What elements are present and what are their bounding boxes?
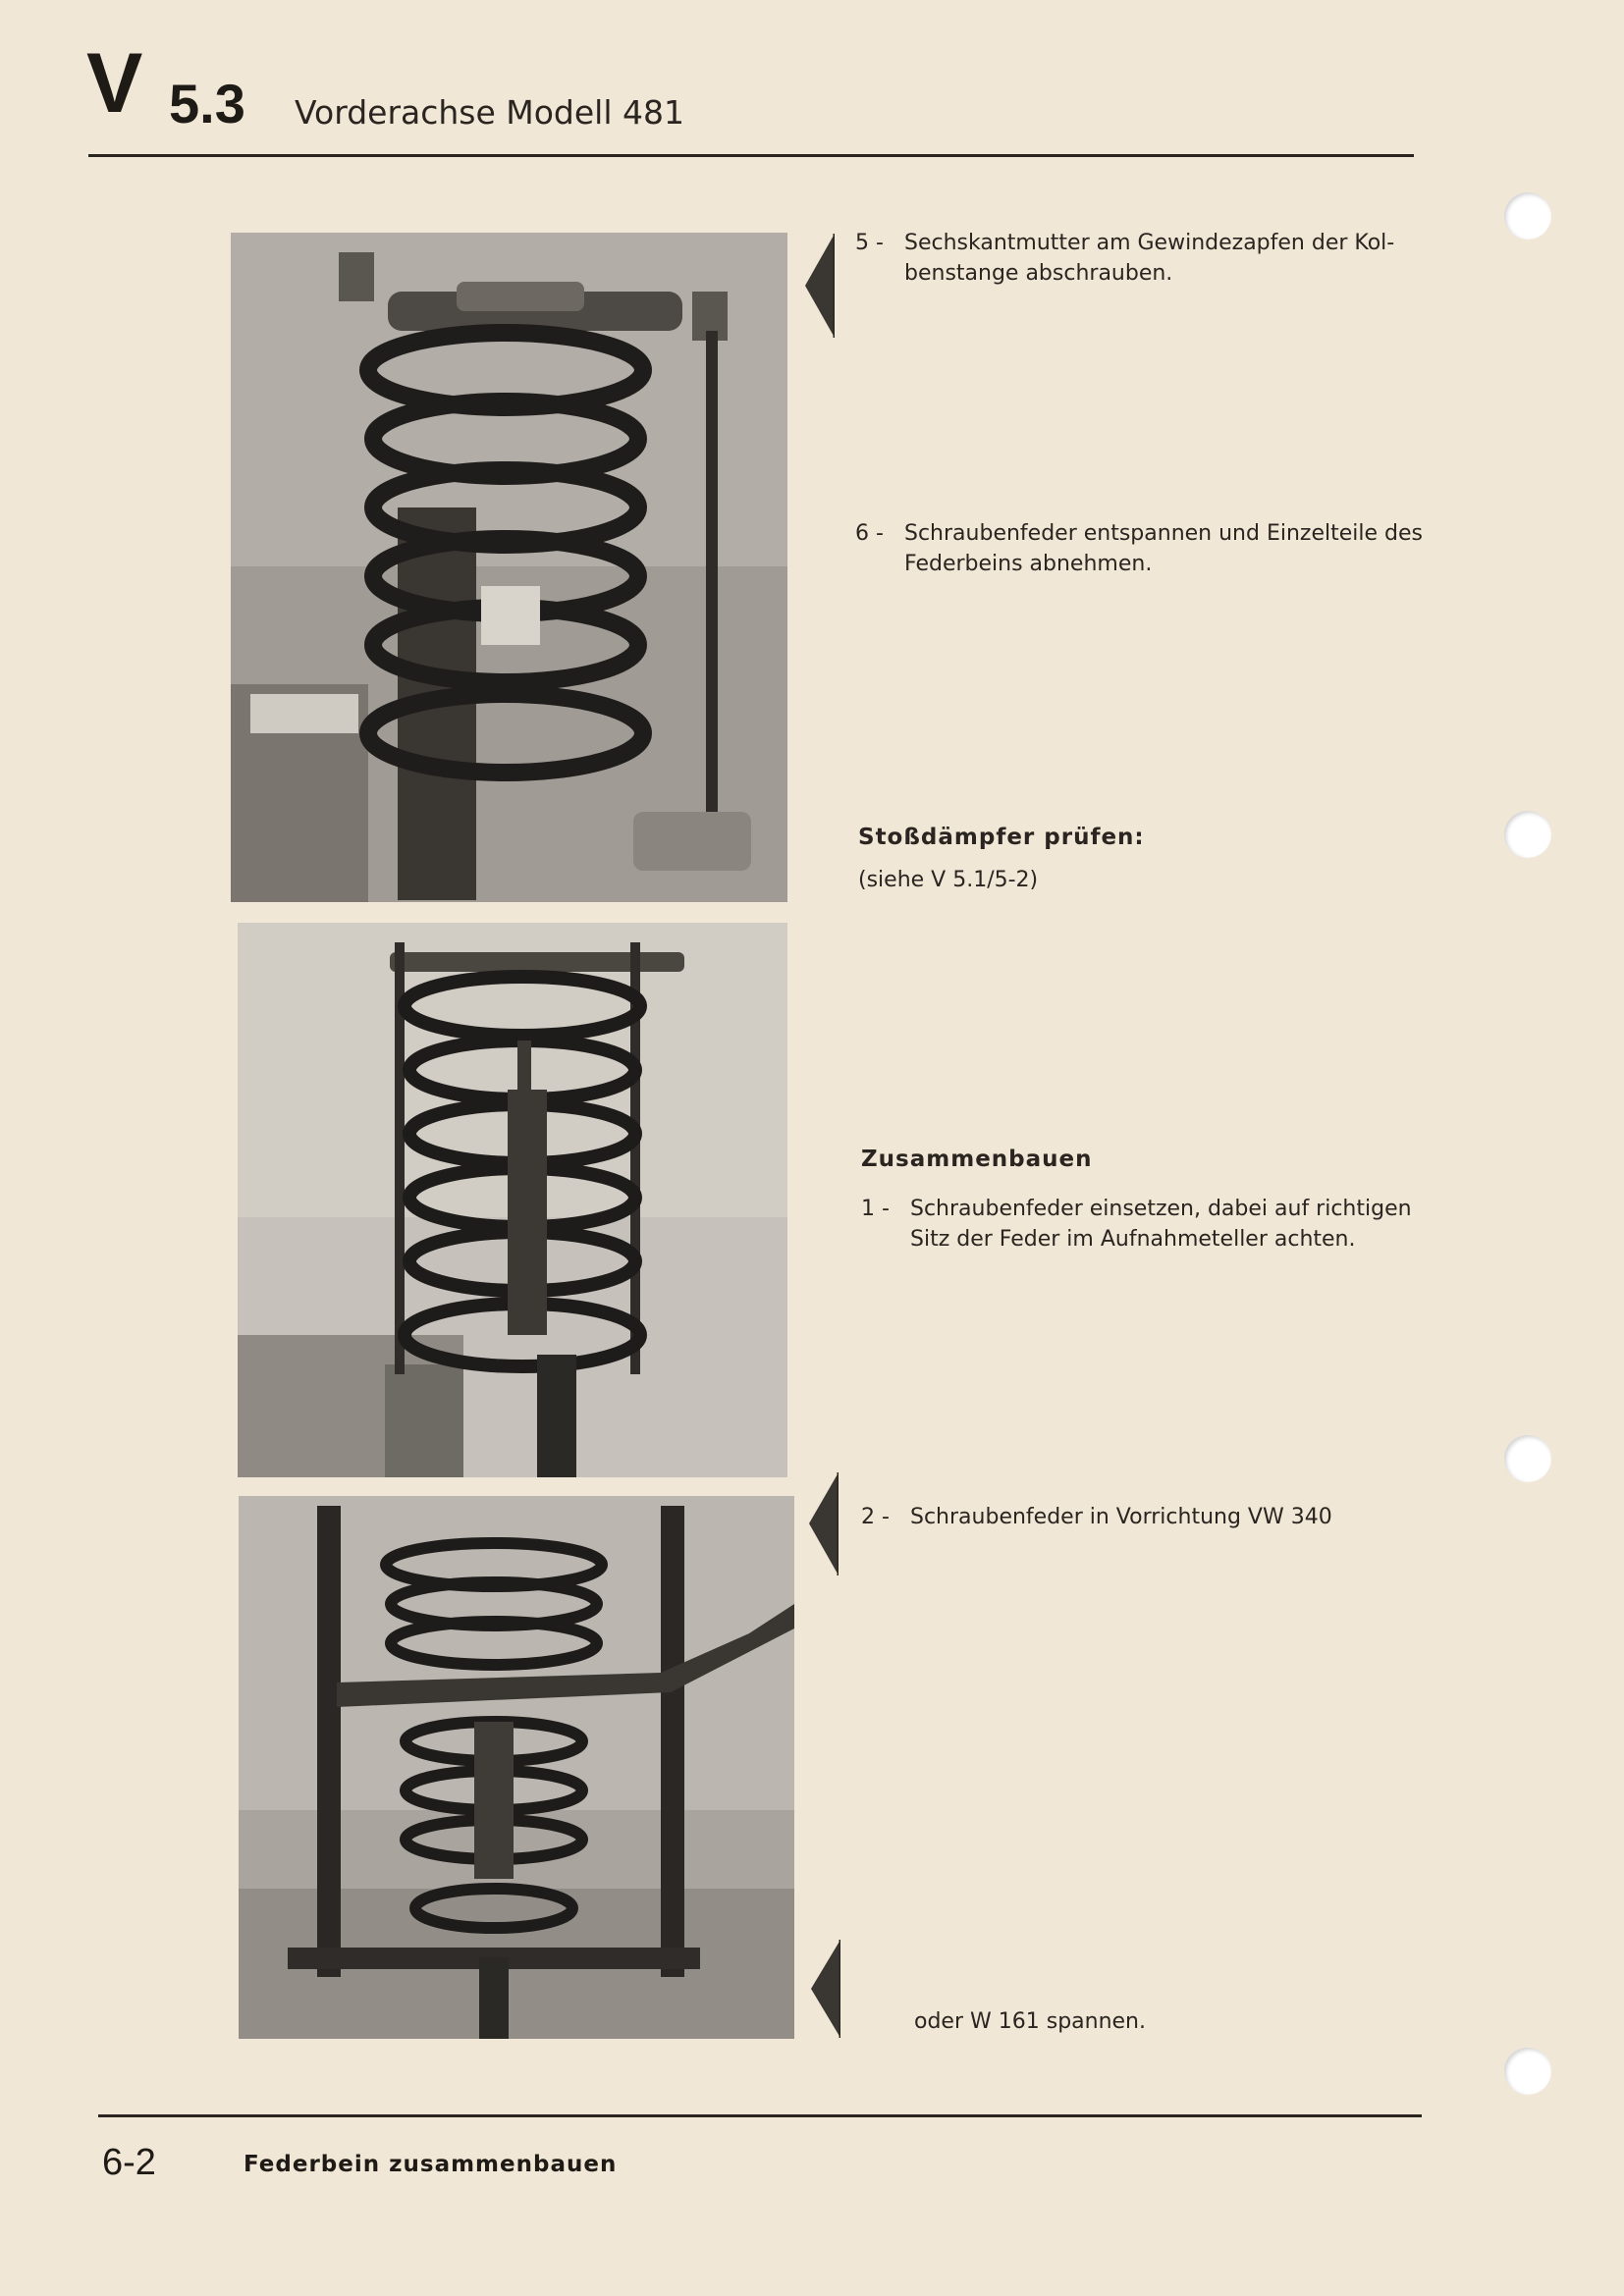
section-letter: V — [86, 36, 141, 131]
binder-hole — [1504, 192, 1551, 240]
step-6 — [855, 518, 1444, 581]
binder-hole — [1504, 1435, 1551, 1482]
binder-hole — [1504, 2048, 1551, 2095]
assembly-step-2-continued — [914, 2006, 1405, 2038]
step-text-line1: Schraubenfeder einsetzen, dabei auf richtigen — [910, 1197, 1412, 1221]
assembly-step-1 — [861, 1194, 1450, 1256]
section-number: 5.3 — [169, 73, 245, 134]
footer-rule — [98, 2114, 1422, 2117]
step-text-line2: benstange abschrauben. — [904, 261, 1173, 286]
step-text-line1: Sechskantmutter am Gewindezapfen der Kol- — [904, 231, 1395, 255]
step-text-line2: Federbeins abnehmen. — [904, 552, 1153, 576]
footer-title: Federbein zusammenbauen — [244, 2152, 618, 2177]
step-5 — [855, 228, 1444, 291]
header-rule — [88, 154, 1414, 157]
photo-strut-compressed-spring — [231, 233, 787, 902]
step-text-line2: Sitz der Feder im Aufnahmeteller achten. — [910, 1227, 1356, 1252]
step-number: 6 - — [855, 521, 884, 546]
check-heading: Stoßdämpfer prüfen: — [858, 825, 1145, 850]
step-text-line1: Schraubenfeder entspannen und Einzelteile des — [904, 521, 1423, 546]
step-number: 1 - — [861, 1197, 890, 1221]
pointer-arrow-icon — [805, 234, 835, 338]
pointer-arrow-icon — [809, 1472, 839, 1575]
photo-spring-in-vw340 — [239, 1496, 794, 2039]
step-text-line1: Schraubenfeder in Vorrichtung VW 340 — [910, 1505, 1332, 1529]
photo-spring-relaxed — [238, 923, 787, 1477]
pointer-arrow-icon — [811, 1940, 840, 2038]
page-title: Vorderachse Modell 481 — [295, 93, 684, 132]
step-number: 5 - — [855, 231, 884, 255]
binder-hole — [1504, 811, 1551, 858]
check-reference: (siehe V 5.1/5-2) — [858, 868, 1039, 892]
step-number: 2 - — [861, 1505, 890, 1529]
step-text-line2: oder W 161 spannen. — [914, 2009, 1146, 2034]
page-number: 6-2 — [102, 2142, 156, 2183]
assembly-step-2 — [861, 1502, 1450, 1533]
assembly-heading: Zusammenbauen — [861, 1147, 1093, 1172]
